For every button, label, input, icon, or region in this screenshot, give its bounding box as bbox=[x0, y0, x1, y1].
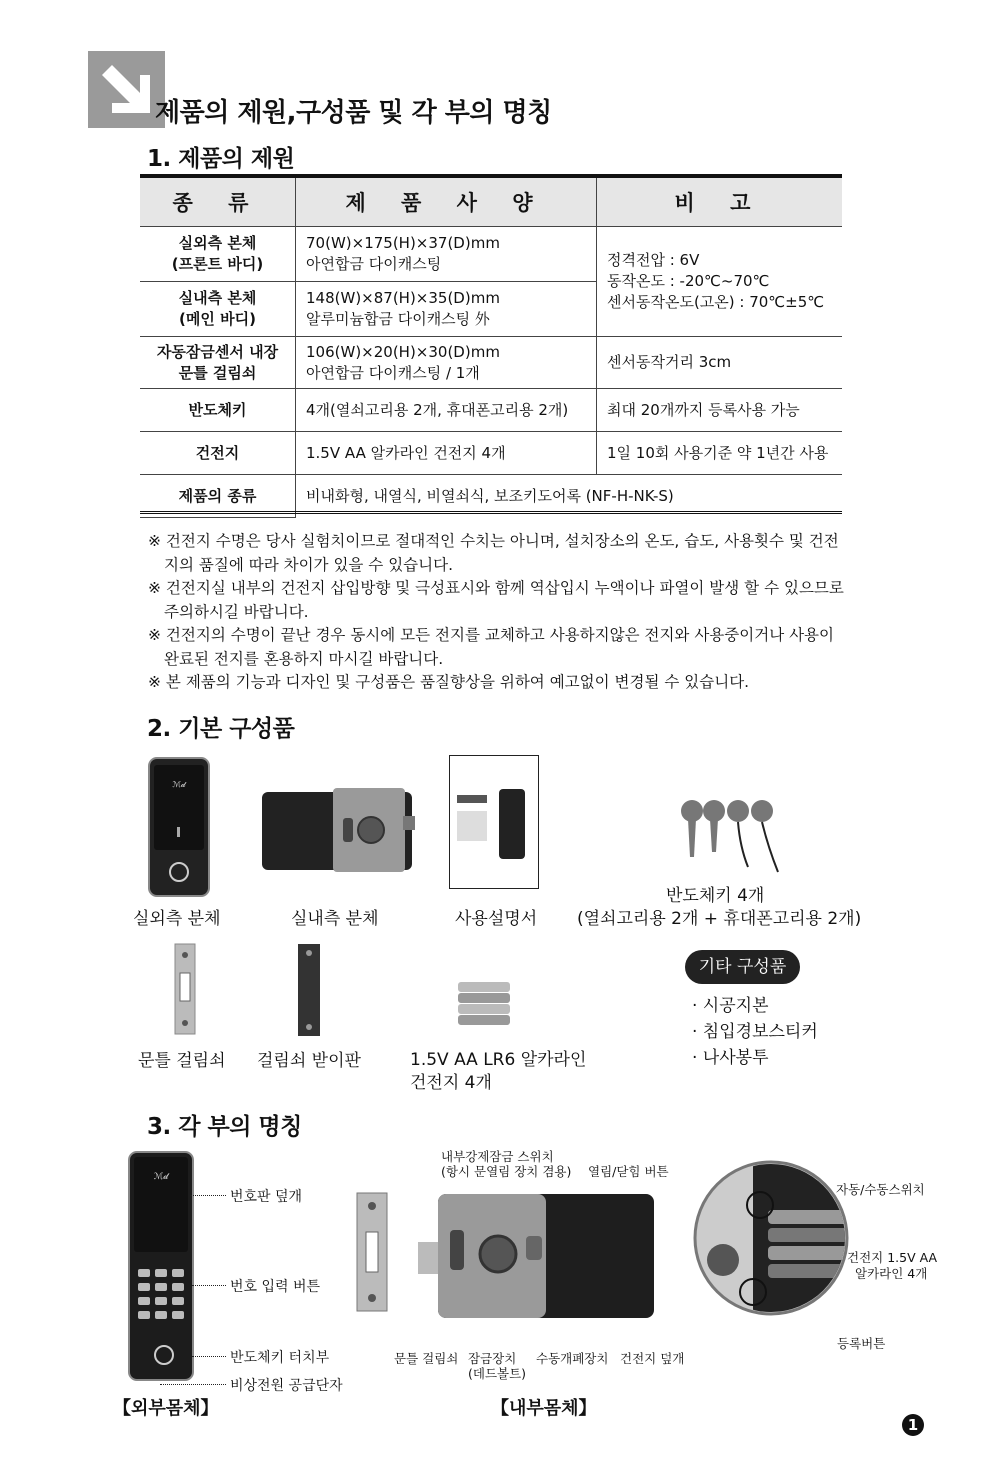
label-emergency-power: 비상전원 공급단자 bbox=[230, 1378, 343, 1394]
label-register-button: 등록버튼 bbox=[837, 1336, 886, 1351]
row-note: 최대 20개까지 등록사용 가능 bbox=[597, 389, 843, 432]
caption-strike: 문틀 걸림쇠 bbox=[138, 1051, 226, 1071]
caption-outer: 실외측 분체 bbox=[133, 909, 221, 929]
label-battery-spec-sub: 알카라인 4개 bbox=[855, 1266, 928, 1281]
etc-item: · 침입경보스티커 bbox=[692, 1022, 818, 1042]
page-number: 1 bbox=[902, 1414, 924, 1436]
row-spec: 4개(열쇠고리용 2개, 휴대폰고리용 2개) bbox=[296, 389, 597, 432]
table-row bbox=[140, 389, 842, 432]
leader-line bbox=[192, 1356, 226, 1357]
label-forced-lock-switch-sub: (항시 문열림 장치 겸용) bbox=[441, 1164, 572, 1179]
arrow-down-right-icon bbox=[88, 51, 165, 128]
notes bbox=[148, 530, 848, 695]
row-name: 실내측 본체 (메인 바디) bbox=[140, 282, 296, 337]
table-row bbox=[140, 432, 842, 475]
row-spec: 148(W)×87(H)×35(D)mm 알루미늄합금 다이캐스팅 外 bbox=[296, 282, 597, 337]
row-name: 반도체키 bbox=[140, 389, 296, 432]
strike-diagram bbox=[356, 1192, 388, 1316]
battery-image bbox=[456, 978, 512, 1032]
label-manual-lever: 수동개폐장치 bbox=[536, 1351, 609, 1366]
etc-item: · 시공지본 bbox=[692, 996, 769, 1016]
row-note: 센서동작거리 3cm bbox=[597, 337, 843, 389]
row-name: 제품의 종류 bbox=[140, 475, 296, 518]
svg-text:ℳ𝓭: ℳ𝓭 bbox=[153, 1172, 169, 1182]
leader-line bbox=[192, 1285, 226, 1286]
row-name: 실외측 본체 (프론트 바디) bbox=[140, 227, 296, 282]
row-spec: 70(W)×175(H)×37(D)mm 아연합금 다이캐스팅 bbox=[296, 227, 597, 282]
table-header-row bbox=[140, 176, 842, 227]
note-item: ※ 건전지실 내부의 건전지 삽입방향 및 극성표시와 함께 역삽입시 누액이나 파열이 발생 할 수 있으므로 주의하시길 바랍니다. bbox=[148, 579, 844, 621]
note-item: ※ 건전지의 수명이 끝난 경우 동시에 모든 전지를 교체하고 사용하지않은 전지와 사용중이거나 사용이 완료된 전지를 혼용하지 마시길 바랍니다. bbox=[148, 626, 835, 668]
note-item: ※ 건전지 수명은 당사 실험치이므로 절대적인 수치는 아니며, 설치장소의 온도, 습도, 사용횟수 및 건전지의 품질에 따라 차이가 있을 수 있습니다. bbox=[148, 532, 839, 574]
row-note: 1일 10회 사용기준 약 1년간 사용 bbox=[597, 432, 843, 475]
label-battery-cover: 건전지 덮개 bbox=[620, 1351, 685, 1366]
label-battery-spec: 건전지 1.5V AA bbox=[847, 1250, 938, 1265]
label-door-strike: 문틀 걸림쇠 bbox=[394, 1351, 459, 1366]
strike-image bbox=[174, 943, 196, 1039]
row-spec: 1.5V AA 알카라인 건전지 4개 bbox=[296, 432, 597, 475]
table-row bbox=[140, 337, 842, 389]
label-open-close-button: 열림/닫힘 버튼 bbox=[588, 1164, 669, 1179]
section-title-components: 2. 기본 구성품 bbox=[147, 716, 295, 742]
etc-item: · 나사봉투 bbox=[692, 1048, 769, 1068]
caption-manual: 사용설명서 bbox=[455, 909, 538, 929]
label-deadbolt-sub: (데드볼트) bbox=[468, 1366, 527, 1381]
label-auto-manual-switch: 자동/수동스위치 bbox=[836, 1182, 925, 1197]
inner-body-diagram bbox=[418, 1192, 656, 1324]
caption-tag-1: 반도체키 4개 bbox=[666, 886, 765, 906]
header-note: 비 고 bbox=[597, 176, 843, 227]
battery-compartment-detail bbox=[693, 1160, 849, 1320]
row-name: 건전지 bbox=[140, 432, 296, 475]
caption-outer-body: 【외부몸체】 bbox=[113, 1398, 219, 1419]
header-spec: 제 품 사 양 bbox=[296, 176, 597, 227]
outer-body-diagram bbox=[128, 1151, 196, 1387]
leader-line bbox=[160, 1384, 226, 1385]
inner-body-image bbox=[261, 786, 416, 878]
leader-line bbox=[190, 1195, 226, 1196]
row-name: 자동잠금센서 내장 문틀 걸림쇠 bbox=[140, 337, 296, 389]
svg-text:ℳ𝓭: ℳ𝓭 bbox=[172, 780, 186, 789]
label-forced-lock-switch: 내부강제잠금 스위치 bbox=[441, 1149, 554, 1164]
strike-plate-image bbox=[297, 943, 321, 1041]
caption-battery-1: 1.5V AA LR6 알카라인 bbox=[410, 1050, 587, 1070]
row-note-merged: 정격전압 : 6V 동작온도 : -20℃~70℃ 센서동작온도(고온) : 70℃±5℃ bbox=[597, 227, 843, 337]
label-key-touch-area: 반도체키 터치부 bbox=[230, 1350, 330, 1366]
row-spec: 비내화형, 내열식, 비열쇠식, 보조키도어록 (NF-H-NK-S) bbox=[296, 475, 843, 518]
spec-table bbox=[140, 174, 842, 518]
manual-image bbox=[449, 755, 539, 893]
table-bottom-rule bbox=[140, 511, 842, 514]
section-title-part-names: 3. 각 부의 명칭 bbox=[147, 1114, 302, 1140]
row-spec: 106(W)×20(H)×30(D)mm 아연합금 다이캐스팅 / 1개 bbox=[296, 337, 597, 389]
caption-tag-2: (열쇠고리용 2개 + 휴대폰고리용 2개) bbox=[577, 909, 862, 929]
semiconductor-key-image bbox=[678, 797, 788, 881]
section-title-specs: 1. 제품의 제원 bbox=[147, 146, 295, 172]
note-item: ※ 본 제품의 기능과 디자인 및 구성품은 품질향상을 위하여 예고없이 변경될 수 있습니다. bbox=[148, 673, 750, 691]
etc-components-badge: 기타 구성품 bbox=[685, 950, 800, 984]
caption-inner-body: 【내부몸체】 bbox=[491, 1398, 597, 1419]
label-number-buttons: 번호 입력 버튼 bbox=[230, 1279, 321, 1295]
page-title: 제품의 제원,구성품 및 각 부의 명칭 bbox=[155, 98, 552, 128]
header-type: 종 류 bbox=[140, 176, 296, 227]
caption-inner: 실내측 분체 bbox=[291, 909, 379, 929]
caption-battery-2: 건전지 4개 bbox=[410, 1073, 492, 1093]
outer-body-image bbox=[148, 757, 210, 901]
caption-plate: 걸림쇠 받이판 bbox=[257, 1051, 361, 1071]
label-keypad-cover: 번호판 덮개 bbox=[230, 1189, 303, 1205]
table-row bbox=[140, 227, 842, 282]
label-deadbolt: 잠금장치 bbox=[468, 1351, 517, 1366]
